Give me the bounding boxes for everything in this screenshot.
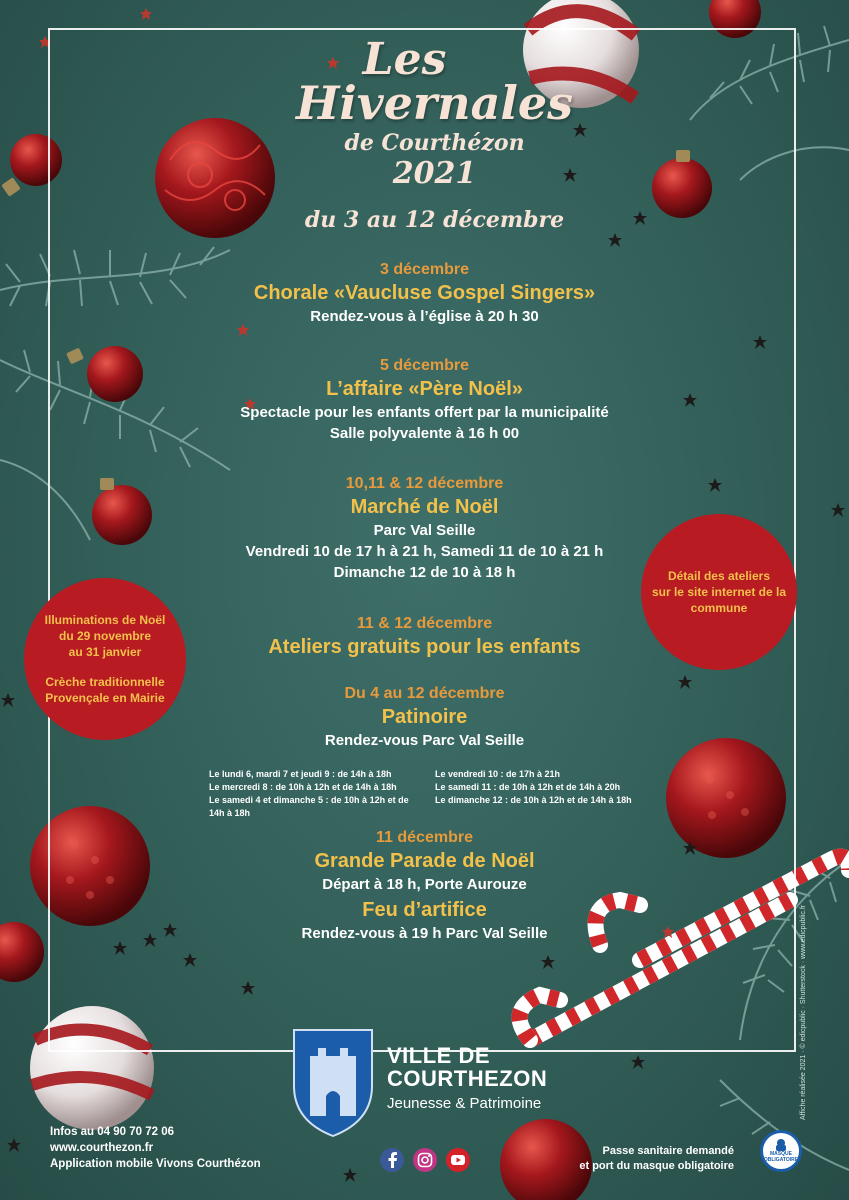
shield-castle-icon: [290, 1026, 376, 1138]
info-app: Application mobile Vivons Courthézon: [50, 1158, 261, 1170]
event-line: Parc Val Seille: [373, 522, 476, 539]
mask-label-2: OBLIGATOIRE: [763, 1157, 799, 1163]
patinoire-schedule-right: [435, 768, 632, 807]
event-title: Marché de Noël: [350, 496, 499, 518]
health-pass-notice: [548, 1144, 734, 1174]
mask-icon: [772, 1139, 790, 1151]
event-title: L’affaire «Père Noël»: [326, 378, 523, 400]
event-chorale: [0, 260, 849, 327]
mask-required-badge: [760, 1130, 802, 1172]
event-date: 11 & 12 décembre: [356, 615, 493, 632]
event-grande-parade: [0, 828, 849, 944]
title-town: de Courthézon: [344, 130, 525, 156]
schedule-line: 14h à 18h: [209, 808, 251, 818]
circle-line: Provençale en Mairie: [45, 691, 165, 705]
event-line: Salle polyvalente à 16 h 00: [329, 425, 520, 442]
poster-title: [0, 34, 849, 233]
circle-line: commune: [690, 601, 748, 615]
circle-line: sur le site internet de la: [651, 585, 787, 599]
event-line: Rendez-vous Parc Val Seille: [324, 732, 525, 749]
schedule-line: Le samedi 4 et dimanche 5 : de 10h à 12h et de: [209, 795, 409, 805]
credit-line: Affiche réalisée 2021 · © edicpublic · Shutterstock · www.edicpublic.fr: [800, 904, 807, 1120]
circle-line: au 31 janvier: [68, 645, 142, 659]
schedule-line: Le vendredi 10 : de 17h à 21h: [435, 769, 561, 779]
event-title: Ateliers gratuits pour les enfants: [268, 636, 581, 658]
event-title-feu-artifice: Feu d’artifice: [362, 899, 487, 921]
illuminations-circle: [24, 578, 186, 740]
event-title: Patinoire: [381, 706, 468, 728]
event-date: 3 décembre: [380, 261, 469, 278]
event-date: 10,11 & 12 décembre: [345, 475, 504, 492]
info-website[interactable]: www.courthezon.fr: [50, 1142, 154, 1154]
event-line: Départ à 18 h, Porte Aurouze: [322, 876, 527, 893]
event-line: Rendez-vous à l’église à 20 h 30: [310, 308, 539, 325]
title-dates: du 3 au 12 décembre: [304, 207, 565, 233]
event-line: Dimanche 12 de 10 à 18 h: [333, 564, 516, 581]
ville-logo: [290, 1026, 590, 1138]
schedule-line: Le dimanche 12 : de 10h à 12h et de 14h à 18h: [435, 795, 632, 805]
event-line: Vendredi 10 de 17 h à 21 h, Samedi 11 de 10 à 21 h: [245, 543, 604, 560]
info-phone: Infos au 04 90 70 72 06: [50, 1126, 175, 1138]
circle-line: Illuminations de Noël: [44, 613, 166, 627]
mask-label-1: MASQUE: [770, 1151, 792, 1157]
event-title: Grande Parade de Noël: [314, 850, 535, 872]
youtube-icon[interactable]: [446, 1148, 470, 1172]
circle-line: du 29 novembre: [58, 629, 152, 643]
title-hivernales: Hivernales: [295, 76, 574, 130]
logo-line-1: VILLE DE: [387, 1043, 491, 1068]
circle-line: Détail des ateliers: [667, 569, 771, 583]
logo-line-3: Jeunesse & Patrimoine: [387, 1095, 542, 1112]
title-les: Les: [362, 34, 447, 85]
pass-line-2: et port du masque obligatoire: [579, 1160, 734, 1172]
event-line: Spectacle pour les enfants offert par la municipalité: [240, 404, 609, 421]
facebook-icon[interactable]: [380, 1148, 404, 1172]
event-pere-noel: [0, 356, 849, 444]
title-year: 2021: [392, 156, 477, 191]
event-date: 11 décembre: [376, 829, 473, 846]
event-title: Chorale «Vaucluse Gospel Singers»: [253, 282, 596, 304]
pass-line-1: Passe sanitaire demandé: [602, 1145, 734, 1157]
instagram-icon[interactable]: [413, 1148, 437, 1172]
circle-line: Crèche traditionnelle: [45, 675, 165, 689]
event-line: Rendez-vous à 19 h Parc Val Seille: [301, 925, 548, 942]
schedule-line: Le mercredi 8 : de 10h à 12h et de 14h à 18h: [209, 782, 397, 792]
event-date: Du 4 au 12 décembre: [344, 685, 505, 702]
logo-line-2: COURTHEZON: [387, 1066, 548, 1091]
event-date: 5 décembre: [380, 357, 469, 374]
schedule-line: Le samedi 11 : de 10h à 12h et de 14h à 20h: [435, 782, 621, 792]
patinoire-schedule-left: [209, 768, 409, 820]
schedule-line: Le lundi 6, mardi 7 et jeudi 9 : de 14h à 18h: [209, 769, 392, 779]
contact-info: [50, 1124, 261, 1172]
ateliers-detail-circle: [641, 514, 797, 670]
